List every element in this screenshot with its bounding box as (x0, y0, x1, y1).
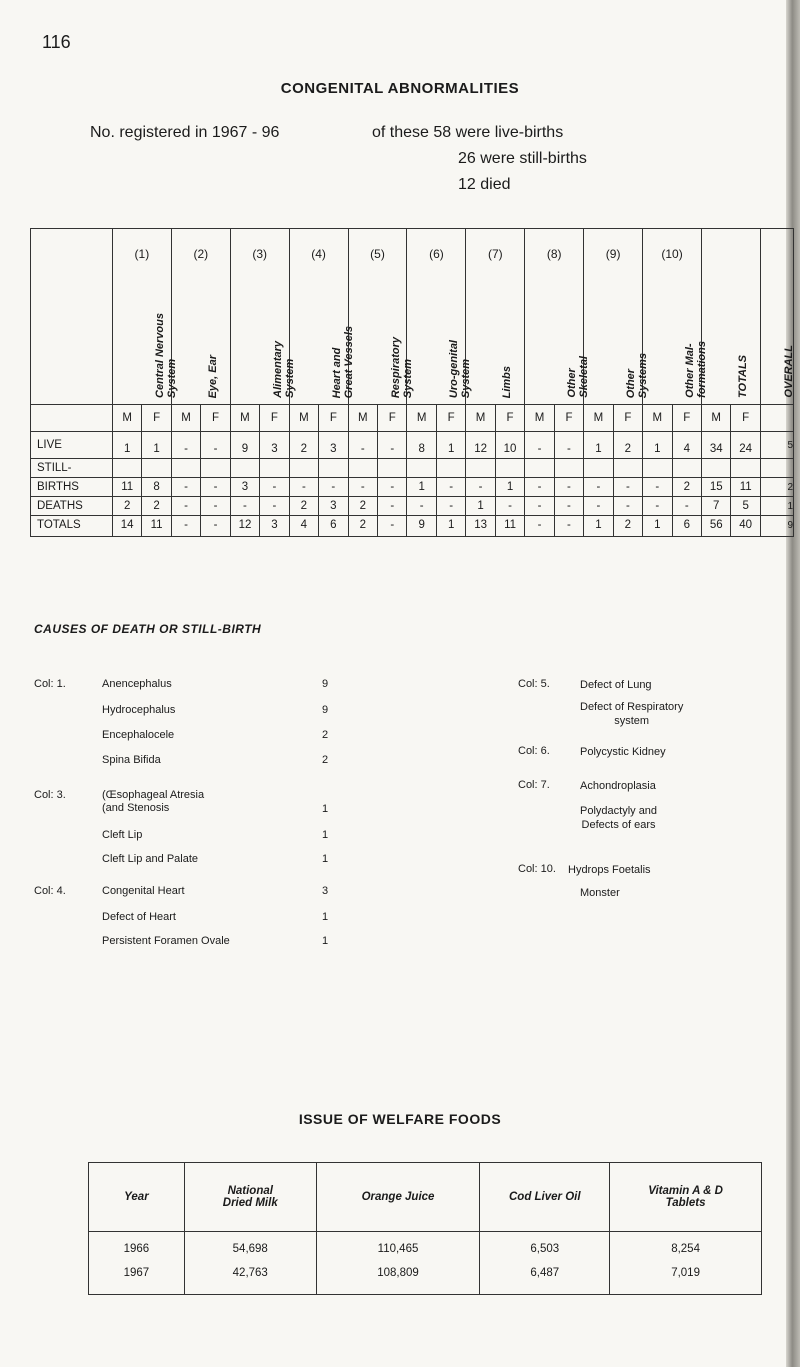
table-cell (525, 459, 554, 478)
welfare-header-cell: Vitamin A & D Tablets (610, 1163, 762, 1232)
column-header: (6) Uro-genital System (407, 229, 466, 405)
cause-name: Defect of Lung (580, 679, 652, 691)
table-cell (436, 459, 465, 478)
causes-heading: CAUSES OF DEATH OR STILL-BIRTH (34, 622, 262, 636)
welfare-cell: 6,487 (480, 1261, 610, 1295)
cause-count: 2 (322, 729, 329, 741)
table-cell: 1 (495, 478, 524, 497)
column-header: (2) Eye, Ear (171, 229, 230, 405)
column-header: (5) Respiratory System (348, 229, 407, 405)
table-cell: 2 (672, 478, 701, 497)
table-cell (112, 459, 141, 478)
cause-count: 1 (322, 803, 329, 815)
sex-header-cell: M (643, 405, 672, 432)
table-cell (260, 459, 289, 478)
welfare-foods-table (88, 1162, 762, 1295)
table-cell: 6 (319, 516, 348, 537)
table-cell: 12 (466, 432, 495, 459)
sex-header-cell: F (260, 405, 289, 432)
table-cell: - (584, 497, 613, 516)
cause-name: Cleft Lip and Palate (102, 853, 199, 865)
table-cell: - (643, 497, 672, 516)
registered-line-still: 26 were still-births (458, 150, 587, 167)
welfare-cell: 8,254 (610, 1232, 762, 1262)
table-cell: 7 (702, 497, 731, 516)
table-cell: 1 (643, 516, 672, 537)
row-label: STILL- (31, 459, 113, 478)
overall-cell: 9 (760, 516, 793, 537)
table-cell: - (171, 432, 200, 459)
table-cell: - (378, 497, 407, 516)
table-cell (702, 459, 731, 478)
table-cell: - (643, 478, 672, 497)
table-cell: - (260, 478, 289, 497)
registered-line-live: of these 58 were live-births (372, 124, 564, 141)
column-header-overall: OVERALL (760, 229, 793, 405)
table-cell: 1 (436, 516, 465, 537)
cause-name: Persistent Foramen Ovale (102, 935, 230, 947)
table-cell: 2 (142, 497, 171, 516)
table-cell: 1 (112, 432, 141, 459)
sex-header-cell: M (230, 405, 259, 432)
welfare-cell: 54,698 (184, 1232, 316, 1262)
welfare-cell: 7,019 (610, 1261, 762, 1295)
table-cell: 5 (731, 497, 760, 516)
sex-header-cell: M (112, 405, 141, 432)
table-cell: 1 (466, 497, 495, 516)
cause-count: 9 (322, 704, 329, 716)
table-body (31, 432, 794, 537)
column-header: (7) Limbs (466, 229, 525, 405)
sex-header-cell: F (319, 405, 348, 432)
table-cell (731, 459, 760, 478)
table-row (31, 516, 794, 537)
table-cell: 3 (260, 516, 289, 537)
table-cell: 1 (142, 432, 171, 459)
sex-header-cell: M (466, 405, 495, 432)
cause-name: Cleft Lip (102, 829, 143, 841)
table-cell: - (171, 516, 200, 537)
column-header: (3) Alimentary System (230, 229, 289, 405)
table-cell: 3 (319, 432, 348, 459)
cause-name: Hydrocephalus (102, 704, 176, 716)
table-cell: 14 (112, 516, 141, 537)
cause-name: Monster (580, 887, 620, 899)
table-row (31, 497, 794, 516)
registered-line-died: 12 died (458, 176, 511, 193)
table-cell: 1 (584, 432, 613, 459)
welfare-header-cell: Year (89, 1163, 185, 1232)
cause-count: 1 (322, 935, 329, 947)
table-cell: 12 (230, 516, 259, 537)
sex-header-cell: F (672, 405, 701, 432)
table-cell: 40 (731, 516, 760, 537)
cause-col-label: Col: 3. (34, 789, 66, 801)
table-cell: - (525, 497, 554, 516)
cause-col-label: Col: 6. (518, 745, 550, 757)
cause-name: Polycystic Kidney (580, 746, 666, 758)
table-cell: 4 (289, 516, 318, 537)
welfare-cell: 42,763 (184, 1261, 316, 1295)
table-cell: 15 (702, 478, 731, 497)
table-cell (466, 459, 495, 478)
row-label: TOTALS (31, 516, 113, 537)
abnormalities-table (30, 228, 794, 537)
cause-name: Polydactyly and Defects of ears (580, 805, 658, 831)
table-cell: 8 (407, 432, 436, 459)
welfare-cell: 6,503 (480, 1232, 610, 1262)
welfare-row (89, 1261, 762, 1295)
table-cell: 10 (495, 432, 524, 459)
table-cell: - (613, 497, 642, 516)
table-cell: - (672, 497, 701, 516)
table-cell: 24 (731, 432, 760, 459)
table-cell: 34 (702, 432, 731, 459)
table-cell: 1 (584, 516, 613, 537)
cause-name: Encephalocele (102, 729, 175, 741)
welfare-cell: 1967 (89, 1261, 185, 1295)
sex-header-cell: M (407, 405, 436, 432)
table-header-blank (31, 229, 113, 405)
sex-header-cell: M (584, 405, 613, 432)
table-cell: - (260, 497, 289, 516)
table-cell: 1 (436, 432, 465, 459)
table-cell: 9 (407, 516, 436, 537)
cause-name: Defect of Heart (102, 911, 176, 923)
welfare-cell: 110,465 (316, 1232, 480, 1262)
row-label: LIVE (31, 432, 113, 459)
cause-count: 1 (322, 829, 329, 841)
table-cell: - (584, 478, 613, 497)
table-cell: - (554, 516, 583, 537)
table-cell: 2 (613, 516, 642, 537)
column-header-totals: TOTALS (702, 229, 761, 405)
welfare-header-row (89, 1163, 762, 1232)
table-cell (672, 459, 701, 478)
table-cell: 9 (230, 432, 259, 459)
table-cell: 2 (348, 516, 377, 537)
table-cell: 1 (407, 478, 436, 497)
table-cell: - (554, 478, 583, 497)
table-cell (289, 459, 318, 478)
table-cell: 3 (319, 497, 348, 516)
table-cell: 3 (230, 478, 259, 497)
sex-header-cell: F (142, 405, 171, 432)
row-label: BIRTHS (31, 478, 113, 497)
table-cell: 56 (702, 516, 731, 537)
cause-name: Spina Bifida (102, 754, 161, 766)
row-label: DEATHS (31, 497, 113, 516)
cause-count: 1 (322, 853, 329, 865)
sex-header-cell: M (702, 405, 731, 432)
table-cell: - (495, 497, 524, 516)
column-header: (1) Central Nervous System (112, 229, 171, 405)
sex-header-cell: F (436, 405, 465, 432)
table-cell: 11 (142, 516, 171, 537)
table-cell: - (436, 497, 465, 516)
sex-header-cell: M (289, 405, 318, 432)
welfare-header-cell: Orange Juice (316, 1163, 480, 1232)
sex-header-cell: M (171, 405, 200, 432)
table-cell: 2 (613, 432, 642, 459)
sex-header-cell: M (525, 405, 554, 432)
table-cell: - (378, 478, 407, 497)
sex-header-cell: M (348, 405, 377, 432)
table-cell: - (466, 478, 495, 497)
table-cell (407, 459, 436, 478)
welfare-cell: 1966 (89, 1232, 185, 1262)
table-cell: - (378, 432, 407, 459)
cause-count: 3 (322, 885, 329, 897)
table-cell: - (201, 478, 230, 497)
table-cell (348, 459, 377, 478)
table-cell: - (171, 497, 200, 516)
overall-cell: 1 (760, 497, 793, 516)
table-cell (142, 459, 171, 478)
overall-cell (760, 459, 793, 478)
table-cell: 13 (466, 516, 495, 537)
table-cell: 3 (260, 432, 289, 459)
cause-name: (Œsophageal Atresia (and Stenosis (102, 789, 205, 814)
cause-name: Anencephalus (102, 678, 172, 690)
column-header: (4) Heart and Great Vessels (289, 229, 348, 405)
table-cell: - (289, 478, 318, 497)
table-row (31, 478, 794, 497)
table-cell: 6 (672, 516, 701, 537)
table-cell: - (525, 478, 554, 497)
welfare-header-cell: National Dried Milk (184, 1163, 316, 1232)
overall-cell: 5 (760, 432, 793, 459)
table-cell: 2 (289, 432, 318, 459)
table-cell: - (525, 516, 554, 537)
cause-name: Congenital Heart (102, 885, 185, 897)
cause-count: 1 (322, 911, 329, 923)
table-row (31, 459, 794, 478)
table-cell: - (407, 497, 436, 516)
sex-header-row (31, 405, 794, 432)
table-cell: 11 (112, 478, 141, 497)
sex-header-cell: F (495, 405, 524, 432)
table-cell (230, 459, 259, 478)
table-cell: - (230, 497, 259, 516)
table-cell (584, 459, 613, 478)
column-header: (10) Other Mal- formations (643, 229, 702, 405)
sex-header-cell: F (731, 405, 760, 432)
overall-cell: 2 (760, 478, 793, 497)
page-edge (786, 0, 800, 1367)
table-cell: - (613, 478, 642, 497)
table-cell: - (201, 516, 230, 537)
sex-header-cell: F (201, 405, 230, 432)
sex-header-cell: F (554, 405, 583, 432)
table-cell: - (171, 478, 200, 497)
table-cell: - (348, 478, 377, 497)
table-cell: 11 (731, 478, 760, 497)
cause-count: 9 (322, 678, 329, 690)
cause-count: 2 (322, 754, 329, 766)
table-cell: 1 (643, 432, 672, 459)
table-cell: - (436, 478, 465, 497)
table-cell: - (554, 497, 583, 516)
sex-header-cell: F (378, 405, 407, 432)
table-cell (378, 459, 407, 478)
cause-name: Hydrops Foetalis (568, 864, 651, 876)
welfare-row (89, 1232, 762, 1262)
cause-name: Achondroplasia (580, 780, 656, 792)
welfare-title: ISSUE OF WELFARE FOODS (298, 1111, 502, 1127)
table-cell: - (378, 516, 407, 537)
table-header-row (31, 229, 794, 405)
table-cell: 2 (348, 497, 377, 516)
table-row (31, 432, 794, 459)
table-cell (613, 459, 642, 478)
welfare-header-cell: Cod Liver Oil (480, 1163, 610, 1232)
table-cell: - (348, 432, 377, 459)
welfare-body (89, 1232, 762, 1295)
table-cell: 8 (142, 478, 171, 497)
cause-col-label: Col: 1. (34, 678, 66, 690)
page-title: CONGENITAL ABNORMALITIES (280, 80, 520, 97)
registered-label: No. registered in 1967 - 96 (90, 124, 280, 141)
cause-name: Defect of Respiratory system (580, 701, 684, 727)
page-number: 116 (42, 32, 71, 52)
table-cell: 4 (672, 432, 701, 459)
table-cell: 2 (112, 497, 141, 516)
column-header: (9) Other Systems (584, 229, 643, 405)
table-cell: - (554, 432, 583, 459)
welfare-cell: 108,809 (316, 1261, 480, 1295)
table-cell: 2 (289, 497, 318, 516)
table-cell (171, 459, 200, 478)
cause-col-label: Col: 7. (518, 779, 550, 791)
sex-header-cell: F (613, 405, 642, 432)
table-cell: - (319, 478, 348, 497)
cause-col-label: Col: 10. (518, 863, 556, 875)
column-header: (8) Other Skeletal (525, 229, 584, 405)
table-cell (554, 459, 583, 478)
table-cell (319, 459, 348, 478)
table-cell: - (201, 497, 230, 516)
cause-col-label: Col: 5. (518, 678, 550, 690)
table-cell: - (201, 432, 230, 459)
table-cell: 11 (495, 516, 524, 537)
table-cell (201, 459, 230, 478)
table-cell (495, 459, 524, 478)
cause-col-label: Col: 4. (34, 885, 66, 897)
table-cell: - (525, 432, 554, 459)
table-cell (643, 459, 672, 478)
